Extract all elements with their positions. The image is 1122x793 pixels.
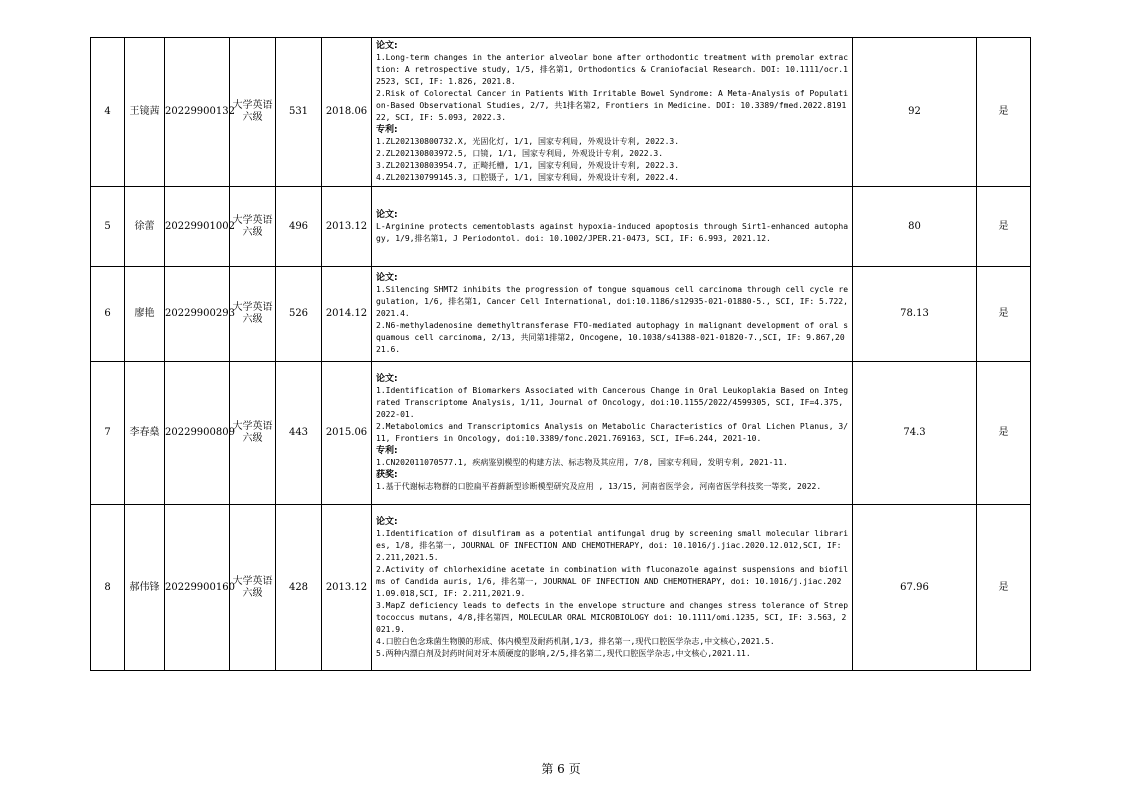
achievement-line: 2.ZL202130803972.5, 口镜, 1/1, 国家专利局, 外观设计专利, 2022.3. [376, 149, 664, 158]
student-id: 20229900293 [165, 267, 230, 362]
english-score: 526 [276, 267, 322, 362]
english-level: 大学英语六级 [230, 362, 276, 505]
table-row [91, 505, 1031, 671]
table-row [91, 362, 1031, 505]
achievement-line: 2.N6-methyladenosine demethyltransferase FTO-mediated autophagy in malignant development of oral squamous cell carcinoma, 2/13, 共同第1排第2, Oncogene, 10.1038/s41388-021-01820-7.,SCI, IF: 9.867,2021.6. [376, 321, 849, 354]
exam-date: 2015.06 [322, 362, 372, 505]
page-number: 第 6 页 [541, 762, 581, 776]
student-name: 郝伟锋 [125, 505, 165, 671]
student-id: 20229901002 [165, 187, 230, 267]
qualified-flag: 是 [977, 505, 1031, 671]
row-number: 6 [91, 267, 125, 362]
total-score: 80 [853, 187, 977, 267]
table-row [91, 267, 1031, 362]
section-heading: 专利: [376, 125, 398, 135]
achievements-cell [372, 267, 853, 362]
section-heading: 论文: [376, 209, 398, 220]
student-id: 20229900160 [165, 505, 230, 671]
achievement-line: 2.Metabolomics and Transcriptomics Analysis on Metabolic Characteristics of Oral Lichen Planus, 3/11, Frontiers in Oncology, doi:10.3389/fonc.2021.769163, SCI, IF=6.244, 2021-10. [376, 422, 849, 443]
section-heading: 论文: [376, 516, 398, 527]
student-name: 李春燊 [125, 362, 165, 505]
exam-date: 2013.12 [322, 187, 372, 267]
qualified-flag: 是 [977, 187, 1031, 267]
row-number: 5 [91, 187, 125, 267]
achievement-line: 1.ZL202130800732.X, 光固化灯, 1/1, 国家专利局, 外观设计专利, 2022.3. [376, 137, 680, 146]
achievements-cell [372, 362, 853, 505]
section-heading: 获奖: [376, 470, 398, 480]
student-name: 徐蕾 [125, 187, 165, 267]
table-row [91, 38, 1031, 187]
achievements-cell [372, 38, 853, 187]
english-level: 大学英语六级 [230, 38, 276, 187]
english-level: 大学英语六级 [230, 505, 276, 671]
student-name: 王镜茜 [125, 38, 165, 187]
section-heading: 专利: [376, 446, 398, 456]
achievement-line: L-Arginine protects cementoblasts against hypoxia-induced apoptosis through Sirt1-enhanced autophagy, 1/9,排名第1, J Periodontol. doi: 10.1002/JPER.21-0473, SCI, IF: 6.993, 2021.12. [376, 221, 849, 243]
achievement-line: 1.CN202011070577.1, 疾病鉴别模型的构建方法、标志物及其应用, 7/8, 国家专利局, 发明专利, 2021-11. [376, 458, 788, 467]
row-number: 8 [91, 505, 125, 671]
section-heading: 论文: [376, 41, 398, 51]
exam-date: 2018.06 [322, 38, 372, 187]
achievements-cell [372, 187, 853, 267]
achievement-line: 1.Identification of Biomarkers Associated with Cancerous Change in Oral Leukoplakia Based on Integrated Transcriptome Analysis, 1/11, Journal of Oncology, doi:10.1155/2022/4599305, SCI, IF=4.375, 2022-01. [376, 386, 849, 419]
achievements-cell [372, 505, 853, 671]
section-heading: 论文: [376, 273, 398, 283]
achievement-line: 4.ZL202130799145.3, 口腔镊子, 1/1, 国家专利局, 外观设计专利, 2022.4. [376, 173, 680, 182]
total-score: 74.3 [853, 362, 977, 505]
achievement-line: 2.Activity of chlorhexidine acetate in combination with fluconazole against suspensions and biofilms of Candida auris, 1/6, 排名第一, JOURNAL OF INFECTION AND CHEMOTHERAPY, doi: 10.1016/j.jiac.2021.09.018,SCI, IF: 2.211,2021.9. [376, 564, 849, 598]
exam-date: 2013.12 [322, 505, 372, 671]
english-score: 443 [276, 362, 322, 505]
student-name: 廖艳 [125, 267, 165, 362]
row-number: 7 [91, 362, 125, 505]
total-score: 92 [853, 38, 977, 187]
achievement-line: 3.ZL202130803954.7, 正畸托槽, 1/1, 国家专利局, 外观设计专利, 2022.3. [376, 161, 680, 170]
student-id: 20229900132 [165, 38, 230, 187]
qualified-flag: 是 [977, 362, 1031, 505]
english-score: 531 [276, 38, 322, 187]
achievement-line: 1.Silencing SHMT2 inhibits the progression of tongue squamous cell carcinoma through cell cycle regulation, 1/6, 排名第1, Cancer Cell International, doi:10.1186/s12935-021-01880-5., SCI, IF: 5.722, 2021.4. [376, 285, 849, 318]
results-table [90, 37, 1031, 671]
achievement-line: 4.口腔白色念珠菌生物膜的形成、体内模型及耐药机制,1/3, 排名第一,现代口腔医学杂志,中文核心,2021.5. [376, 636, 775, 646]
total-score: 67.96 [853, 505, 977, 671]
achievement-line: 1.Identification of disulfiram as a potential antifungal drug by screening small molecular libraries, 1/8, 排名第一, JOURNAL OF INFECTION AND CHEMOTHERAPY, doi: 10.1016/j.jiac.2020.12.012,SCI, IF: 2.211,2021.5. [376, 528, 849, 562]
exam-date: 2014.12 [322, 267, 372, 362]
english-score: 428 [276, 505, 322, 671]
english-level: 大学英语六级 [230, 187, 276, 267]
qualified-flag: 是 [977, 267, 1031, 362]
student-id: 20229900809 [165, 362, 230, 505]
qualified-flag: 是 [977, 38, 1031, 187]
achievement-line: 5.两种内漂白剂及封药时间对牙本质硬度的影响,2/5,排名第二,现代口腔医学杂志,中文核心,2021.11. [376, 648, 751, 658]
achievement-line: 3.MapZ deficiency leads to defects in the envelope structure and changes stress tolerance of Streptococcus mutans, 4/8,排名第四, MOLECULAR ORAL MICROBIOLOGY doi: 10.1111/omi.1235, SCI, IF: 3.563, 2021.9. [376, 600, 849, 634]
total-score: 78.13 [853, 267, 977, 362]
achievement-line: 1.Long-term changes in the anterior alveolar bone after orthodontic treatment with premolar extraction: A retrospective study, 1/5, 排名第1, Orthodontics & Craniofacial Research. DOI: 10.1111/ocr.12523, SCI, IF: 1.826, 2021.8. [376, 53, 849, 86]
english-level: 大学英语六级 [230, 267, 276, 362]
table-row [91, 187, 1031, 267]
english-score: 496 [276, 187, 322, 267]
row-number: 4 [91, 38, 125, 187]
achievement-line: 2.Risk of Colorectal Cancer in Patients With Irritable Bowel Syndrome: A Meta-Analysis of Population-Based Observational Studies, 2/7, 共1排名第2, Frontiers in Medicine. DOI: 10.3389/fmed.2022.819122, SCI, IF: 5.093, 2022.3. [376, 89, 849, 122]
section-heading: 论文: [376, 374, 398, 384]
achievement-line: 1.基于代谢标志物群的口腔扁平苔藓新型诊断模型研究及应用 , 13/15, 河南省医学会, 河南省医学科技奖一等奖, 2022. [376, 482, 822, 491]
